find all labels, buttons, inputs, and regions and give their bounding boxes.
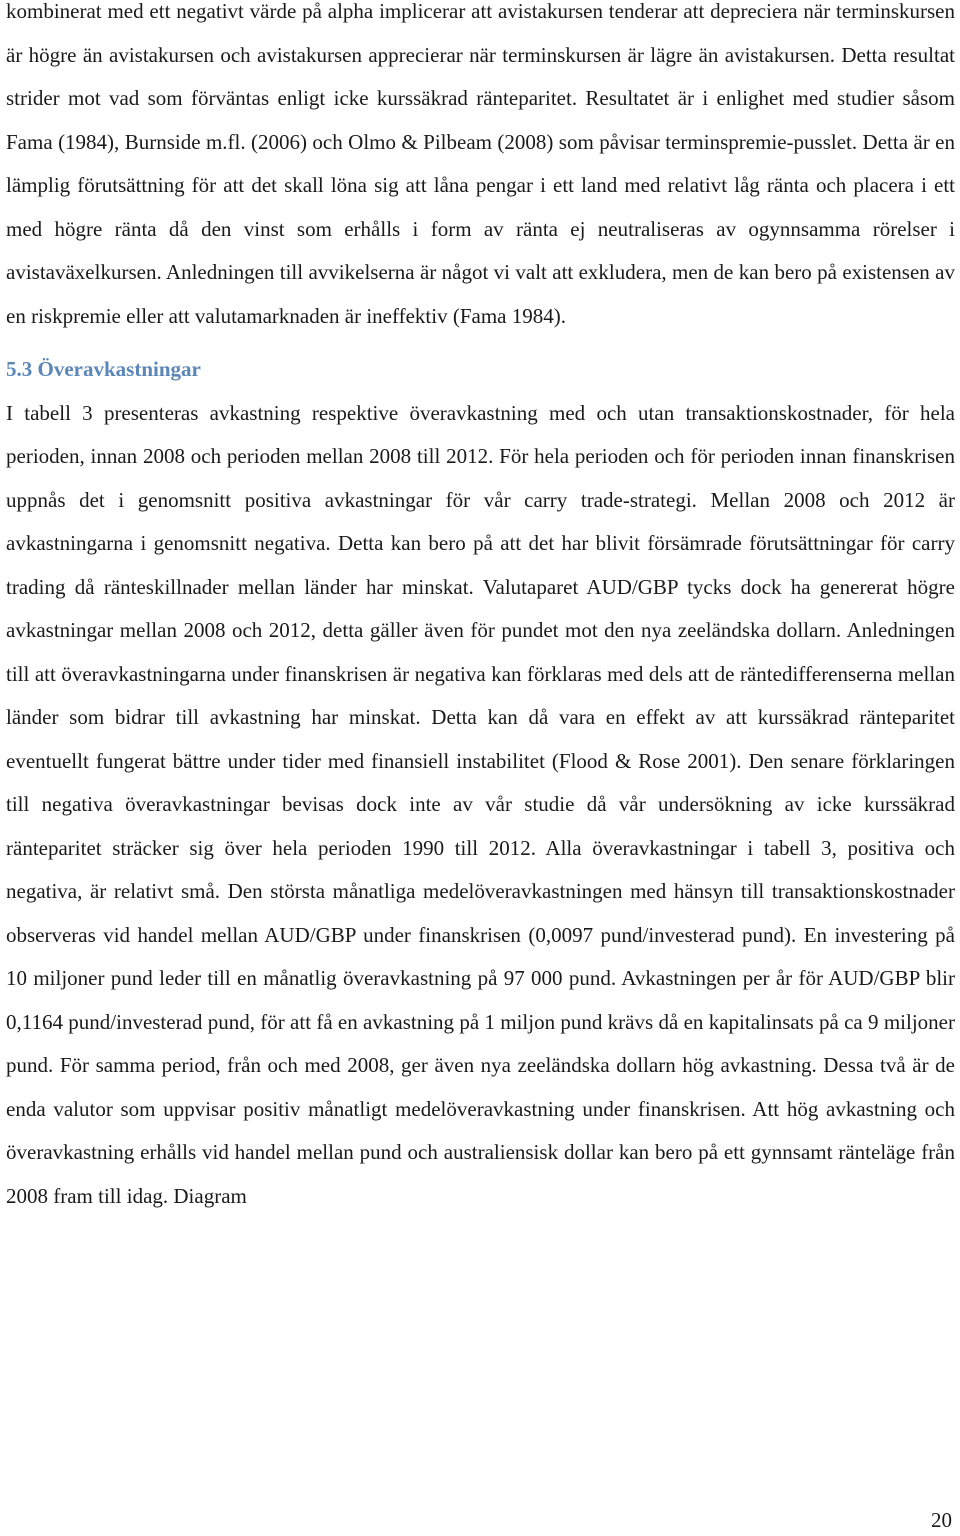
body-paragraph-continued: kombinerat med ett negativt värde på alpha implicerar att avistakursen tenderar att depreciera när terminskursen är högre än avistakursen och avistakursen apprecierar när terminskursen är lägre än avistakursen. Detta resultat strider mot vad som förväntas enligt icke kurssäkrad ränteparitet. Resultatet är i enlighet med studier såsom Fama (1984), Burnside m.fl. (2006) och Olmo & Pilbeam (2008) som påvisar terminspremie-pusslet. Detta är en lämplig förutsättning för att det skall löna sig att låna pengar i ett land med relativt låg ränta och placera i ett med högre ränta då den vinst som erhålls i form av ränta ej neutraliseras av ogynnsamma rörelser i avistaväxelkursen. Anledningen till avvikelserna är något vi valt att exkludera, men de kan bero på existensen av en riskpremie eller att valutamarknaden är ineffektiv (Fama 1984).: [6, 0, 955, 328]
section-heading: 5.3 Överavkastningar: [6, 357, 201, 381]
page-number: 20: [931, 1508, 952, 1532]
body-paragraph: I tabell 3 presenteras avkastning respektive överavkastning med och utan transaktionskostnader, för hela perioden, innan 2008 och perioden mellan 2008 till 2012. För hela perioden och för perioden innan finanskrisen uppnås det i genomsnitt positiva avkastningar för vår carry trade-strategi. Mellan 2008 och 2012 är avkastningarna i genomsnitt negativa. Detta kan bero på att det har blivit försämrade förutsättningar för carry trading då ränteskillnader mellan länder har minskat. Valutaparet AUD/GBP tycks dock ha genererat högre avkastningar mellan 2008 och 2012, detta gäller även för pundet mot den nya zeeländska dollarn. Anledningen till att överavkastningarna under finanskrisen är negativa kan förklaras med dels att de räntedifferenserna mellan länder som bidrar till avkastning har minskat. Detta kan då vara en effekt av att kurssäkrad ränteparitet eventuellt fungerat bättre under tider med finansiell instabilitet (Flood & Rose 2001). Den senare förklaringen till negativa överavkastningar bevisas dock inte av vår studie då vår undersökning av icke kurssäkrad ränteparitet sträcker sig över hela perioden 1990 till 2012. Alla överavkastningar i tabell 3, positiva och negativa, är relativt små. Den största månatliga medelöveravkastningen med hänsyn till transaktionskostnader observeras vid handel mellan AUD/GBP under finanskrisen (0,0097 pund/investerad pund). En investering på 10 miljoner pund leder till en månatlig överavkastning på 97 000 pund. Avkastningen per år för AUD/GBP blir 0,1164 pund/investerad pund, för att få en avkastning på 1 miljon pund krävs då en kapitalinsats på ca 9 miljoner pund. För samma period, från och med 2008, ger även nya zeeländska dollarn hög avkastning. Dessa två är de enda valutor som uppvisar positiv månatligt medelöveravkastning under finanskrisen. Att hög avkastning och överavkastning erhålls vid handel mellan pund och australiensisk dollar kan bero på ett gynnsamt ränteläge från 2008 fram till idag. Diagram: [6, 400, 955, 1208]
document-page: [6, 0, 955, 1218]
